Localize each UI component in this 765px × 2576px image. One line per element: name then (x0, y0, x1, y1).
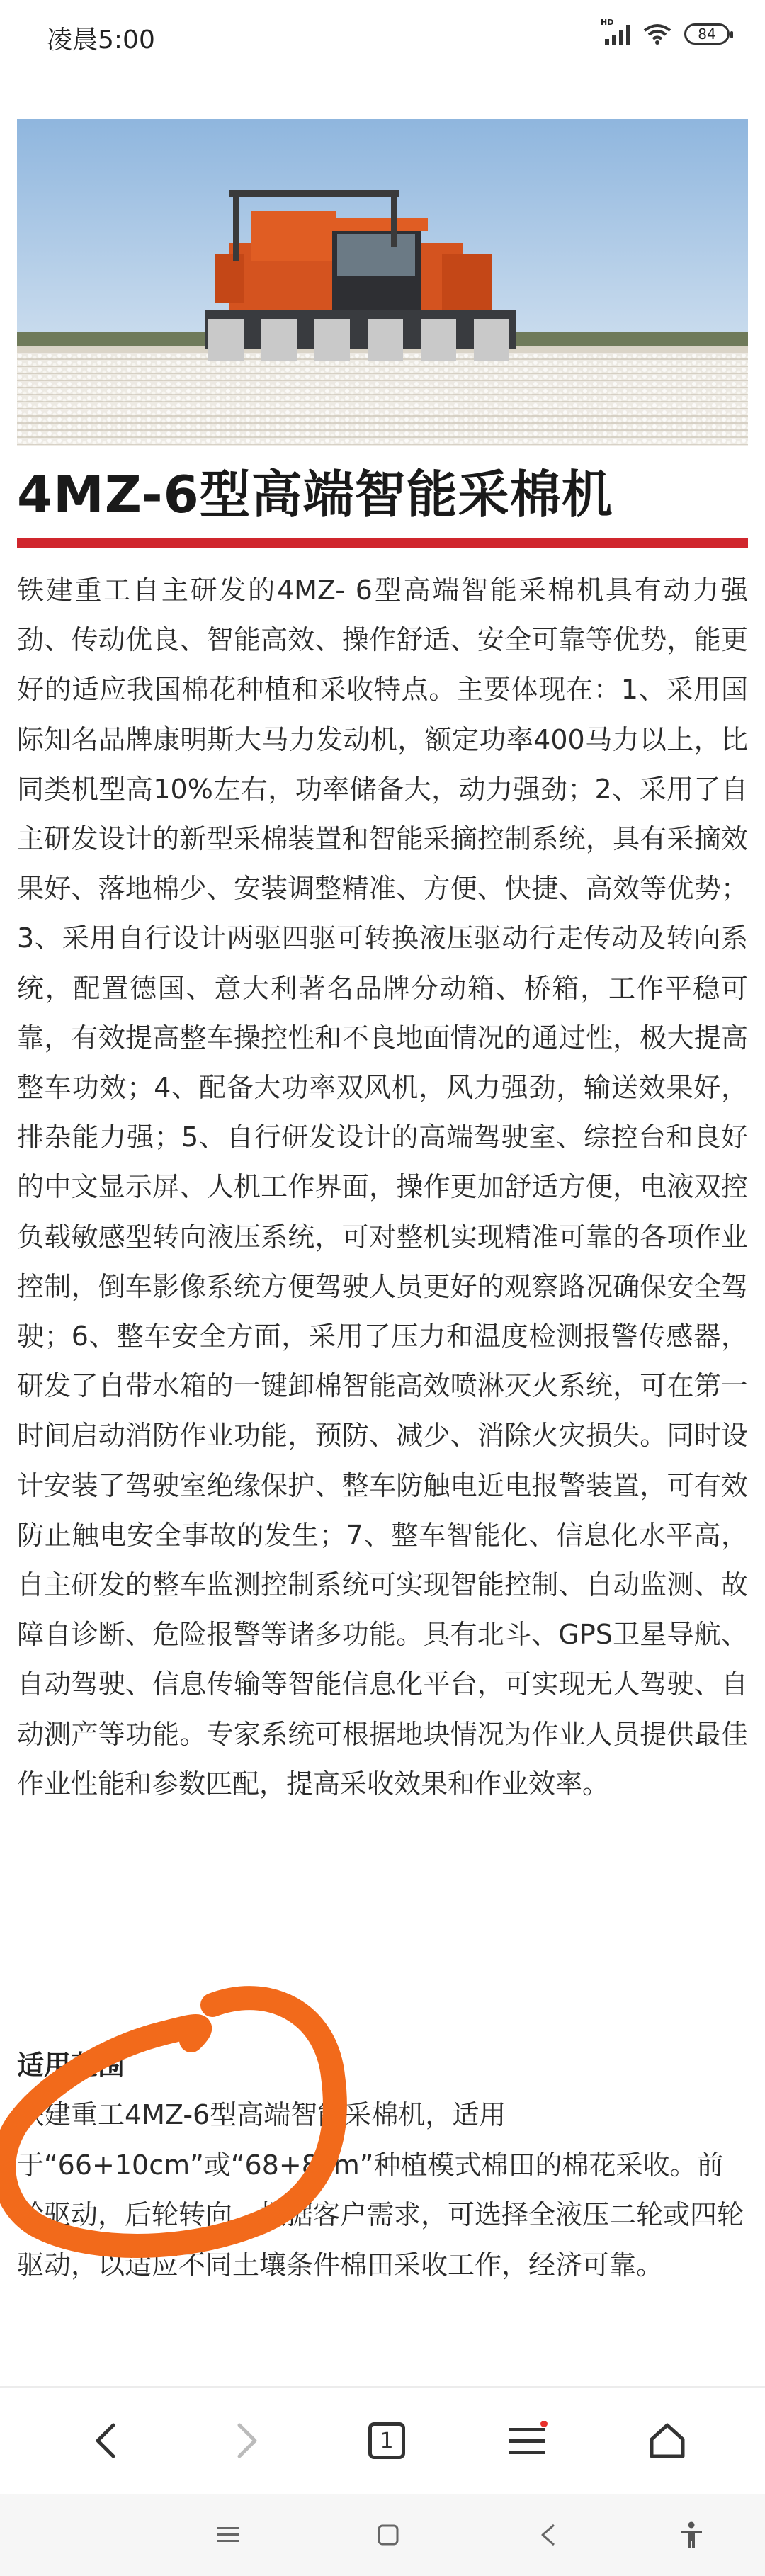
back-button[interactable] (57, 2388, 156, 2494)
back-icon (92, 2421, 120, 2461)
scope-section (17, 2040, 748, 2290)
status-time: 凌晨5:00 (47, 26, 155, 55)
home-icon (647, 2421, 687, 2461)
tab-count: 1 (380, 2428, 394, 2453)
tabs-icon (368, 2422, 405, 2459)
article-body: 铁建重工自主研发的4MZ- 6型高端智能采棉机具有动力强劲、传动优良、智能高效、操作舒适、安全可靠等优势，能更好的适应我国棉花种植和采收特点。主要体现在：1、采用国际知名品牌康明斯大马力发动机，额定功率400马力以上，比同类机型高10%左右，功率储备大，动力强劲；2、采用了自主研发设计的新型采棉装置和智能采摘控制系统，具有采摘效果好、落地棉少、安装调整精准、方便、快捷、高效等优势；3、采用自行设计两驱四驱可转换液压驱动行走传动及转向系统，配置德国、意大利著名品牌分动箱、桥箱，工作平稳可靠，有效提高整车操控性和不良地面情况的通过性，极大提高整车功效；4、配备大功率双风机，风力强劲，输送效果好，排杂能力强；5、自行研发设计的高端驾驶室、综控台和良好的中文显示屏、人机工作界面，操作更加舒适方便，电液双控负载敏感型转向液压系统，可对整机实现精准可靠的各项作业控制，倒车影像系统方便驾驶人员更好的观察路况确保安全驾驶；6、整车安全方面，采用了压力和温度检测报警传感器，研发了自带水箱的一键卸棉智能高效喷淋灭火系统，可在第一时间启动消防作业功能，预防、减少、消除火灾损失。同时设计安装了驾驶室绝缘保护、整车防触电近电报警装置，可有效防止触电安全事故的发生；7、整车智能化、信息化水平高，自主研发的整车监测控制系统可实现智能控制、自动监测、故障自诊断、危险报警等诸多功能。具有北斗、GPS卫星导航、自动驾驶、信息传输等智能信息化平台，可实现无人驾驶、自动测产等功能。专家系统可根据地块情况为作业人员提供最佳作业性能和参数匹配，提高采收效果和作业效率。 (17, 575, 748, 1800)
forward-icon (232, 2421, 261, 2461)
section-title: 适用范围 (17, 2050, 125, 2081)
battery-icon (684, 23, 730, 45)
back-nav-button[interactable] (506, 2494, 591, 2576)
back-triangle-icon (537, 2522, 560, 2548)
home-nav-button[interactable] (346, 2494, 431, 2576)
cotton-picker-photo (17, 119, 748, 446)
accessibility-button[interactable] (649, 2494, 734, 2576)
notification-badge-icon (540, 2421, 548, 2427)
browser-toolbar (0, 2388, 765, 2494)
battery-level: 84 (698, 26, 716, 43)
recents-icon (215, 2524, 241, 2546)
menu-button[interactable] (477, 2388, 577, 2494)
status-icons (601, 18, 730, 48)
section-line-1: 铁建重工4MZ-6型高端智能采棉机，适用 (17, 2099, 506, 2130)
recents-button[interactable] (186, 2494, 271, 2576)
forward-button[interactable] (197, 2388, 296, 2494)
home-square-icon (377, 2524, 400, 2546)
status-bar (0, 0, 765, 71)
tabs-button[interactable] (337, 2388, 436, 2494)
wifi-icon (643, 23, 672, 45)
article-title: 4MZ-6型高端智能采棉机 (17, 465, 613, 524)
system-nav-bar (0, 2494, 765, 2576)
network-type: HD (601, 18, 614, 27)
title-underline (17, 538, 748, 548)
accessibility-icon (679, 2521, 704, 2549)
signal-icon (601, 18, 630, 45)
section-line-2: 于“66+10cm”或“68+8cm”种植模式棉田的棉花采收。前轮驱动，后轮转向，根据客户需求，可选择全液压二轮或四轮驱动，以适应不同土壤条件棉田采收工作，经济可靠。 (17, 2149, 744, 2281)
home-button[interactable] (618, 2388, 717, 2494)
menu-icon (506, 2421, 548, 2461)
